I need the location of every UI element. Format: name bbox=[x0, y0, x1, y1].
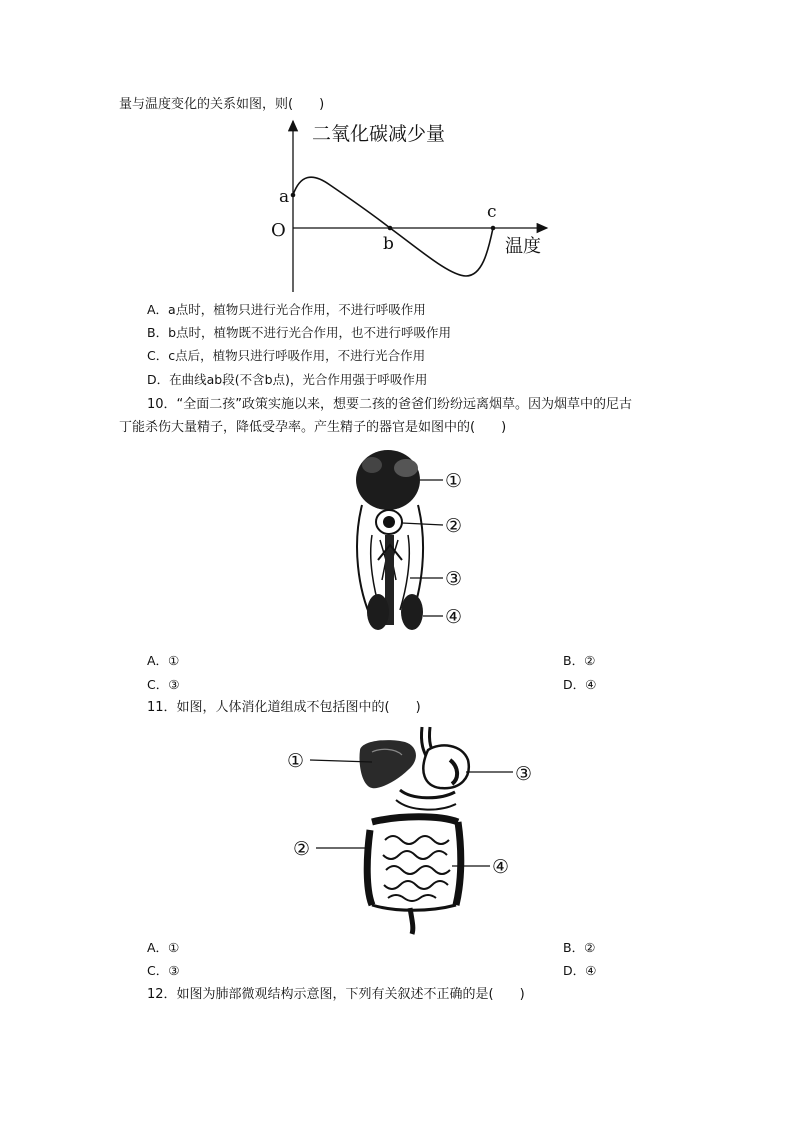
graph-point-c: c bbox=[487, 202, 497, 222]
q10-label-4: ④ bbox=[445, 606, 463, 628]
q10-label-1: ① bbox=[445, 470, 463, 492]
q11-option-a[interactable]: A．① bbox=[147, 940, 180, 955]
graph-xlabel: 温度 bbox=[505, 236, 541, 257]
q11-label-2: ② bbox=[293, 838, 311, 860]
q11-option-c[interactable]: C．③ bbox=[147, 963, 180, 978]
q10-label-2: ② bbox=[445, 515, 463, 537]
q12-stem: 12．如图为肺部微观结构示意图，下列有关叙述不正确的是( ) bbox=[147, 987, 525, 1002]
graph-origin: O bbox=[271, 220, 286, 241]
q11-label-3: ③ bbox=[515, 763, 533, 785]
q9-option-c[interactable]: C．c点后，植物只进行呼吸作用，不进行光合作用 bbox=[147, 348, 426, 363]
q9-option-a[interactable]: A．a点时，植物只进行光合作用，不进行呼吸作用 bbox=[147, 302, 426, 317]
q10-option-c[interactable]: C．③ bbox=[147, 677, 180, 692]
q9-stem-tail: 量与温度变化的关系如图，则( ) bbox=[119, 97, 325, 112]
q10-stem-line1: 10．“全面二孩”政策实施以来，想要二孩的爸爸们纷纷远离烟草。因为烟草中的尼古 bbox=[147, 397, 633, 412]
q11-option-b[interactable]: B．② bbox=[563, 940, 596, 955]
q10-stem-line2: 丁能杀伤大量精子，降低受孕率。产生精子的器官是如图中的( ) bbox=[119, 420, 507, 435]
q11-label-4: ④ bbox=[492, 856, 510, 878]
graph-point-a: a bbox=[279, 187, 290, 207]
q9-option-b[interactable]: B．b点时，植物既不进行光合作用，也不进行呼吸作用 bbox=[147, 325, 452, 340]
graph-point-b: b bbox=[383, 234, 394, 254]
q10-option-d[interactable]: D．④ bbox=[563, 677, 597, 692]
q10-option-a[interactable]: A．① bbox=[147, 653, 180, 668]
q9-option-d[interactable]: D．在曲线ab段(不含b点)，光合作用强于呼吸作用 bbox=[147, 372, 428, 387]
graph-ylabel: 二氧化碳减少量 bbox=[312, 123, 446, 145]
q11-stem: 11．如图，人体消化道组成不包括图中的( ) bbox=[147, 700, 421, 715]
q11-label-1: ① bbox=[287, 750, 305, 772]
q10-option-b[interactable]: B．② bbox=[563, 653, 596, 668]
q11-option-d[interactable]: D．④ bbox=[563, 963, 597, 978]
q10-label-3: ③ bbox=[445, 568, 463, 590]
